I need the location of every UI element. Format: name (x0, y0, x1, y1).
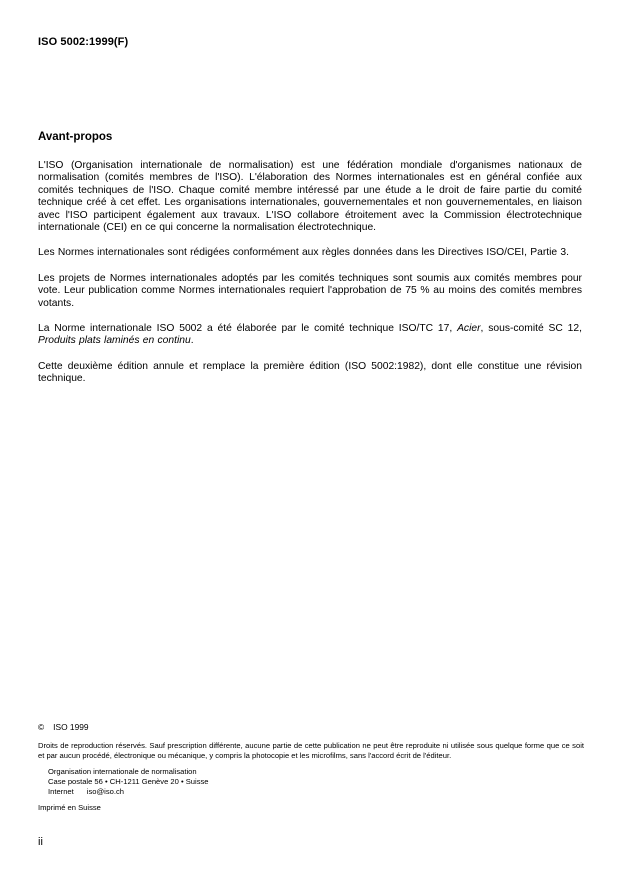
copyright-text: ISO 1999 (53, 722, 89, 732)
copyright-line (38, 722, 584, 732)
foreword-paragraph-1: L'ISO (Organisation internationale de normalisation) est une fédération mondiale d'organismes nationaux de normalisation (comités membres de l'ISO). L'élaboration des Normes internationales est en général confiée aux comités techniques de l'ISO. Chaque comité membre intéressé par une étude a le droit de faire partie du comité technique créé à cet effet. Les organisations internationales, gouvernementales et non gouvernementales, en liaison avec l'ISO participent également aux travaux. L'ISO collabore étroitement avec la Commission électrotechnique internationale (CEI) en ce qui concerne la normalisation électrotechnique. (38, 160, 582, 234)
copyright-symbol: © (38, 722, 45, 732)
publisher-address-block (48, 767, 584, 797)
printed-in-notice: Imprimé en Suisse (38, 803, 101, 812)
foreword-paragraph-4 (38, 323, 582, 348)
paragraph-text: . (190, 335, 194, 347)
publisher-name: Organisation internationale de normalisation (48, 767, 197, 776)
committee-name-italic: Acier (457, 323, 481, 335)
internet-email: iso@iso.ch (86, 787, 125, 796)
foreword-paragraph-2: Les Normes internationales sont rédigées conformément aux règles données dans les Directives ISO/CEI, Partie 3. (38, 247, 570, 259)
foreword-paragraph-5: Cette deuxième édition annule et remplace la première édition (ISO 5002:1982), dont elle constitue une révision technique. (38, 360, 582, 385)
document-reference-header: ISO 5002:1999(F) (38, 36, 129, 48)
foreword-title: Avant-propos (38, 131, 113, 143)
foreword-paragraph-3: Les projets de Normes internationales adoptés par les comités techniques sont soumis aux comités membres pour vote. Leur publication comme Normes internationales requiert l'approbation de 75 % au moins des comités membres votants. (38, 272, 582, 309)
internet-label: Internet (48, 787, 74, 796)
page-footer (38, 722, 584, 813)
publisher-postal-address: Case postale 56 • CH-1211 Genève 20 • Suisse (48, 777, 209, 786)
paragraph-text: , sous-comité SC 12, (480, 323, 583, 335)
foreword-section (38, 131, 582, 399)
paragraph-text: La Norme internationale ISO 5002 a été élaborée par le comité technique ISO/TC 17, (38, 323, 458, 335)
publisher-internet-line (48, 787, 584, 797)
reproduction-rights-notice: Droits de reproduction réservés. Sauf prescription différente, aucune partie de cette publication ne peut être reproduite ni utilisée sous quelque forme que ce soit et par aucun procédé, électronique ou mécanique, y compris la photocopie et les microfilms, sans l'accord écrit de l'éditeur. (38, 741, 584, 760)
subcommittee-name-italic: Produits plats laminés en continu (38, 335, 191, 347)
page-number: ii (38, 836, 43, 848)
